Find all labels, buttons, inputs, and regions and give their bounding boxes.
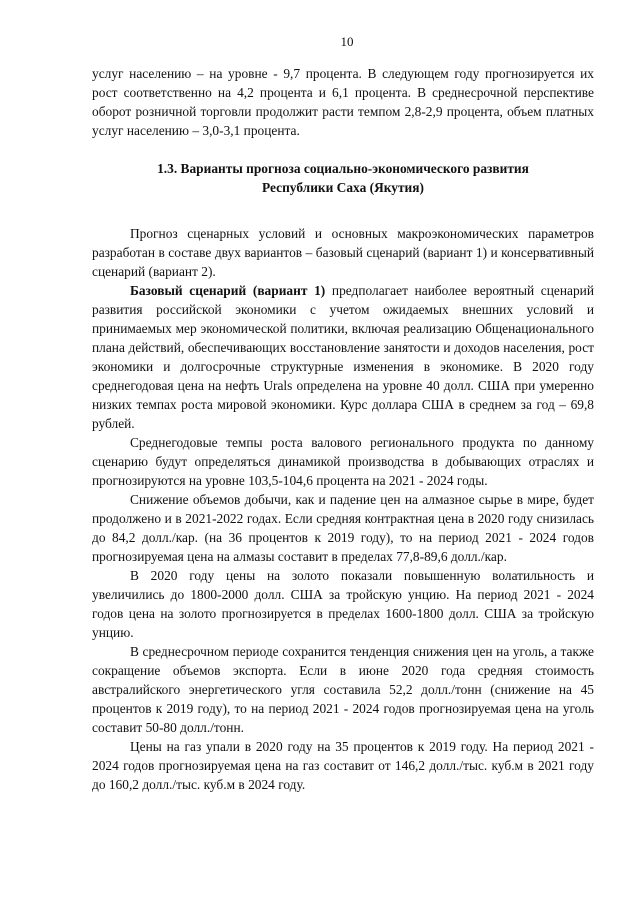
section-heading [92, 159, 594, 197]
base-scenario-text: предполагает наиболее вероятный сценарий развития российской экономики с учетом ожидаемых внешних условий и принимаемых мер экономической политики, включая реализацию Общенационального плана действий, обеспечивающих восстановление занятости и доходов населения, рост экономики и долгосрочные структурные изменения в экономике. В 2020 году среднегодовая цена на нефть Urals определена на уровне 40 долл. США при умеренно низких темпах роста мировой экономики. Курс доллара США в среднем за год – 69,8 рублей. [92, 283, 594, 431]
section-heading-line-1: 1.3. Варианты прогноза социально-экономического развития [157, 161, 529, 176]
paragraph-grp-growth: Среднегодовые темпы роста валового регионального продукта по данному сценарию будут определяться динамикой производства в добывающих отраслях и прогнозируются на уровне 103,5-104,6 процента на 2021 - 2024 годы. [92, 435, 594, 488]
paragraph-gold: В 2020 году цены на золото показали повышенную волатильность и увеличились до 1800-2000 долл. США за тройскую унцию. На период 2021 - 2024 годов цена на золото прогнозируется в пределах 1600-1800 долл. США за тройскую унцию. [92, 568, 594, 640]
base-scenario-term: Базовый сценарий (вариант 1) [130, 283, 326, 298]
paragraph-base-scenario [92, 281, 594, 433]
paragraph-variants: Прогноз сценарных условий и основных макроэкономических параметров разработан в составе двух вариантов – базовый сценарий (вариант 1) и консервативный сценарий (вариант 2). [92, 226, 594, 279]
intro-paragraph: услуг населению – на уровне - 9,7 процента. В следующем году прогнозируется их рост соответственно на 4,2 процента и 6,1 процента. В среднесрочной перспективе оборот розничной торговли продолжит расти темпом 2,8-2,9 процента, объем платных услуг населению – 3,0-3,1 процента. [92, 66, 594, 138]
page-number: 10 [340, 34, 354, 49]
paragraph-gas: Цены на газ упали в 2020 году на 35 процентов к 2019 году. На период 2021 - 2024 годов прогнозируемая цена на газ составит от 146,2 долл./тыс. куб.м в 2021 году до 160,2 долл./тыс. куб.м в 2024 году. [92, 739, 594, 792]
paragraph-coal: В среднесрочном периоде сохранится тенденция снижения цен на уголь, а также сокращение объемов экспорта. Если в июне 2020 года средняя стоимость австралийского энергетического угля составила 52,2 долл./тонн (снижение на 45 процентов к 2019 году), то на период 2021 - 2024 годов прогнозируемая цена на уголь составит 50-80 долл./тонн. [92, 644, 594, 735]
paragraph-diamonds: Снижение объемов добычи, как и падение цен на алмазное сырье в мире, будет продолжено и в 2021-2022 годах. Если средняя контрактная цена в 2020 году снизилась до 84,2 долл./кар. (на 36 процентов к 2019 году), то на период 2021 - 2024 годов прогнозируемая цена на алмазы составит в пределах 77,8-89,6 долл./кар. [92, 492, 594, 564]
section-heading-line-2: Республики Саха (Якутия) [262, 180, 424, 195]
